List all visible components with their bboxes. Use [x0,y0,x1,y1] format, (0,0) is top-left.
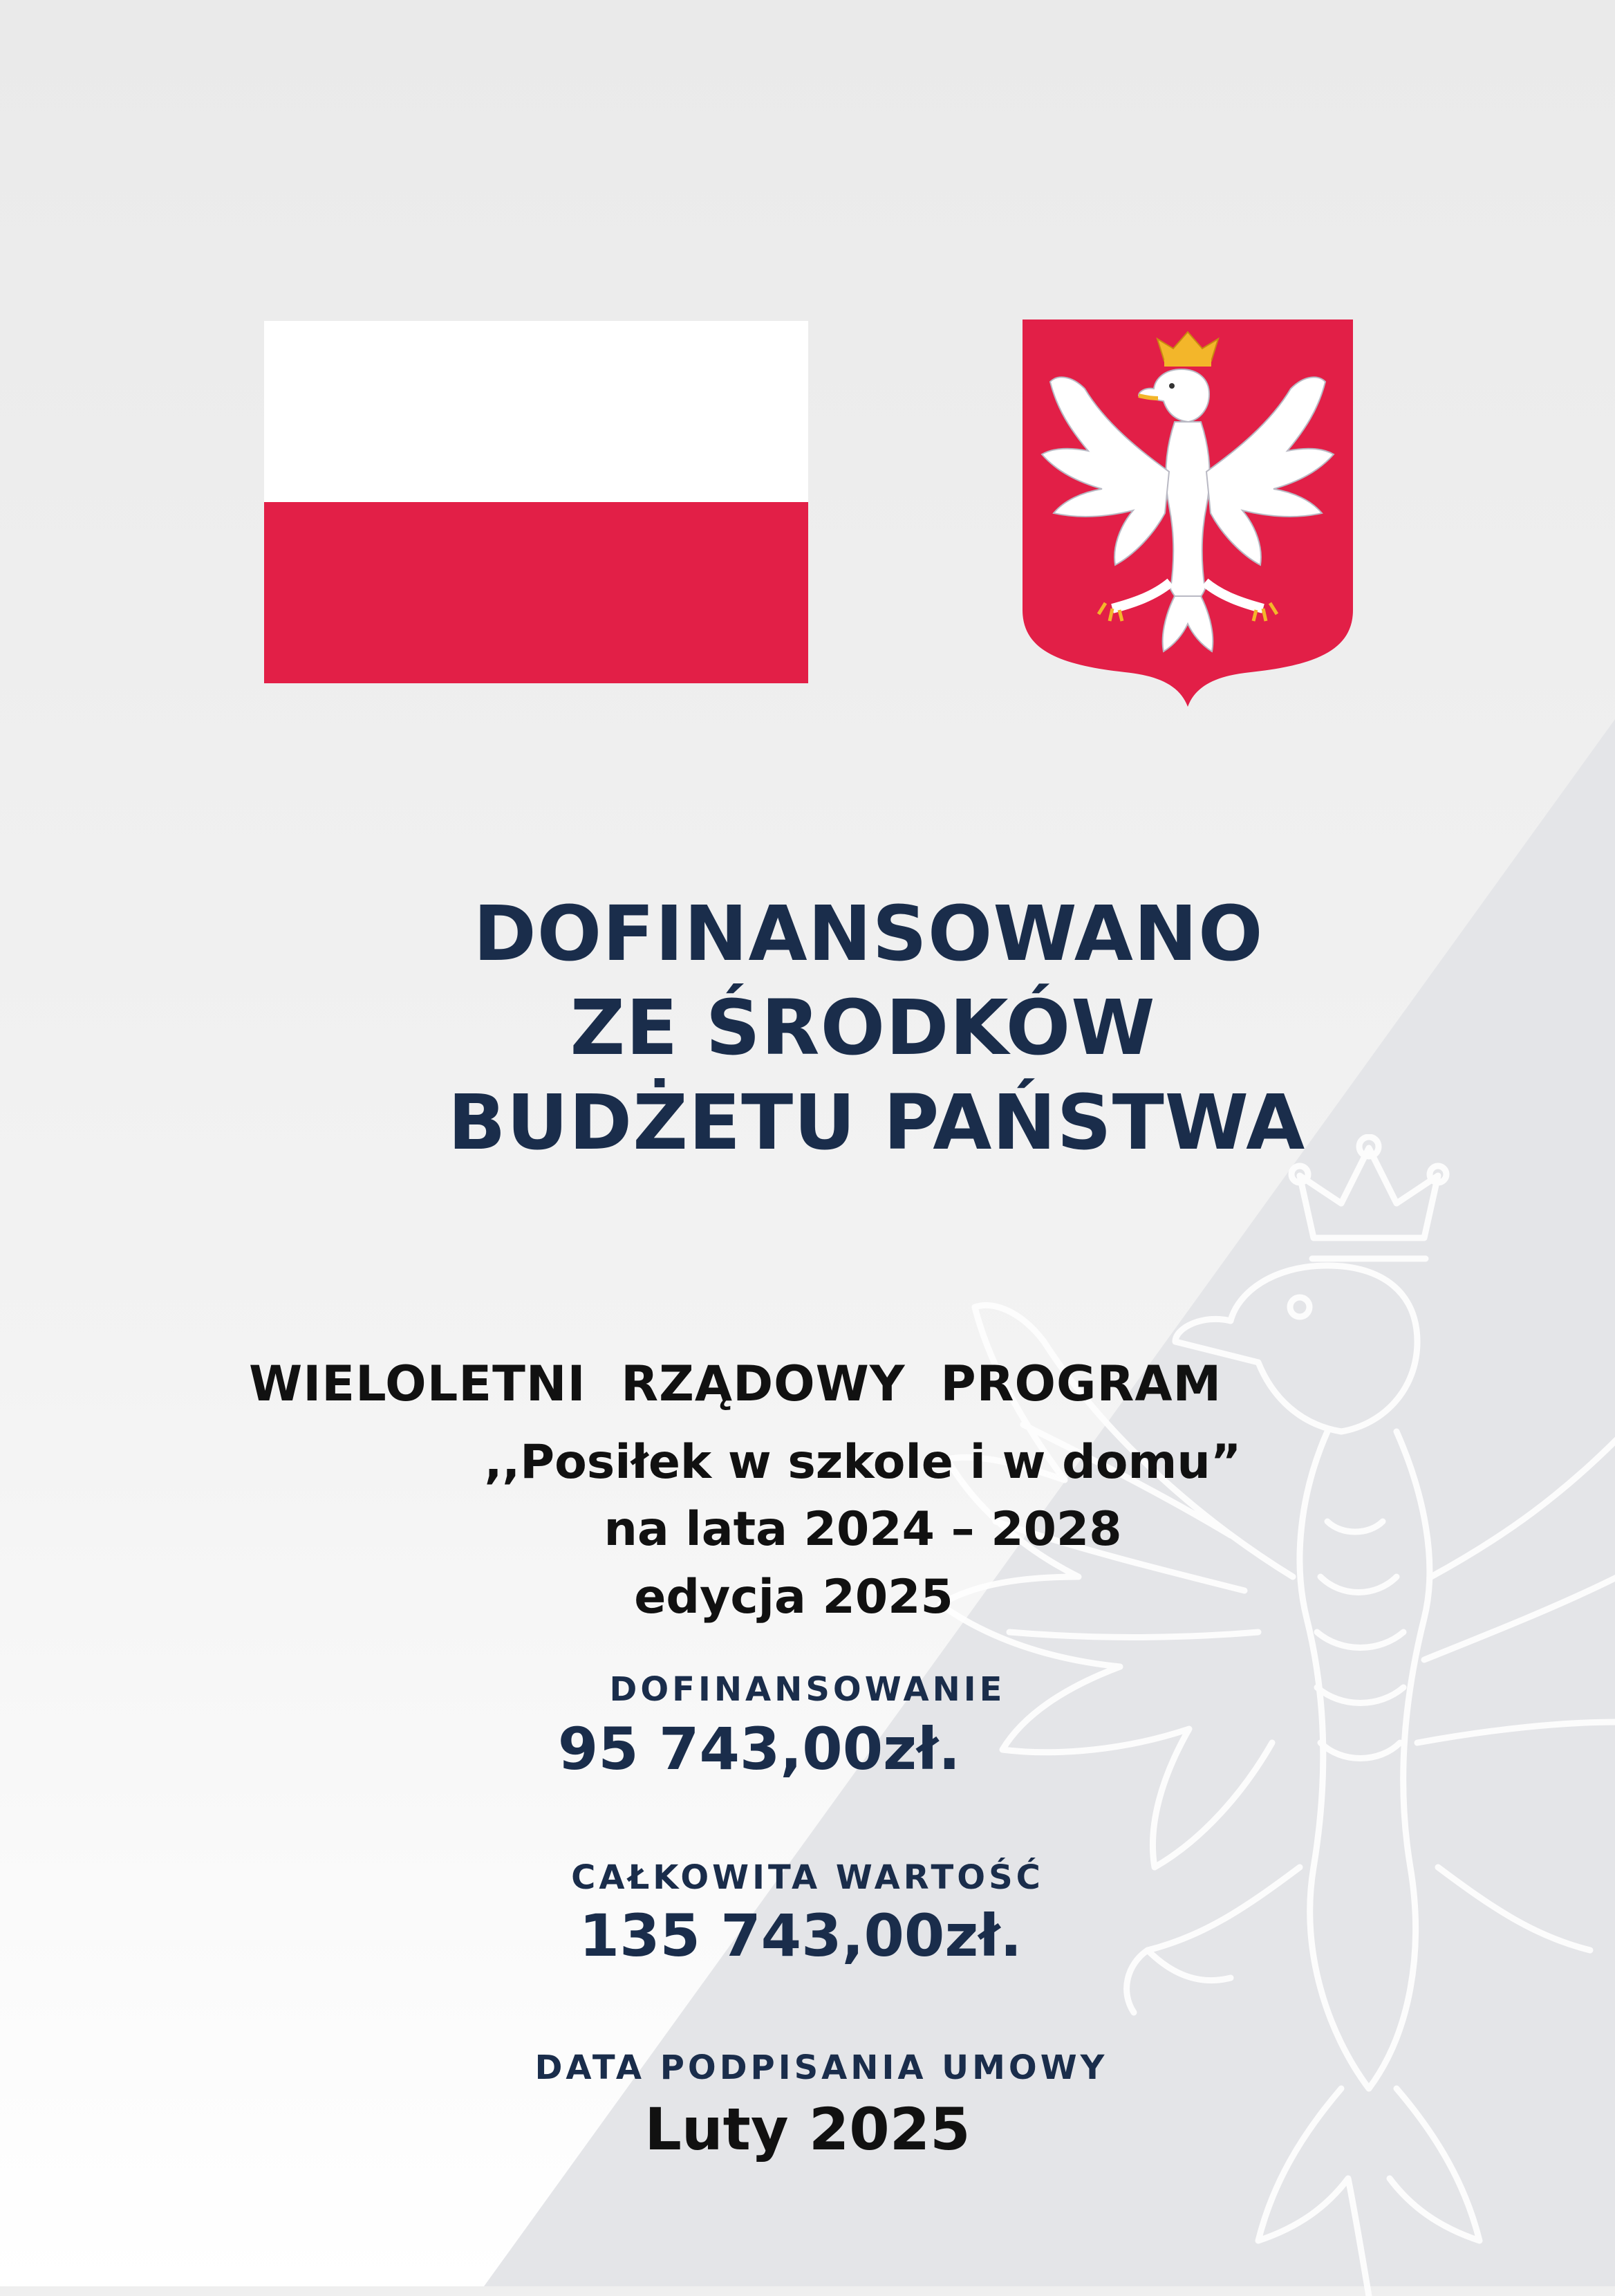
signing-date-label: DATA PODPISANIA UMOWY [534,2048,1108,2087]
funding-amount: 95 743,00zł. [557,1715,961,1783]
program-label: WIELOLETNI RZĄDOWY PROGRAM [249,1355,1222,1412]
program-title: ,,Posiłek w szkole i w domu” [484,1435,1242,1490]
funding-label: DOFINANSOWANIE [609,1670,1006,1709]
program-years: na lata 2024 – 2028 [604,1502,1122,1557]
headline-line-2: ZE ŚRODKÓW [570,983,1156,1072]
flag-red-stripe [264,502,808,683]
flag-white-stripe [264,321,808,502]
headline-line-1: DOFINANSOWANO [473,889,1264,978]
total-value-label: CAŁKOWITA WARTOŚĆ [571,1858,1044,1897]
total-value-amount: 135 743,00zł. [579,1902,1023,1970]
headline-line-3: BUDŻETU PAŃSTWA [447,1078,1306,1167]
signing-date-value: Luty 2025 [644,2095,971,2163]
polish-white-eagle-coat-of-arms-icon [1023,320,1353,707]
polish-flag-icon [264,321,808,683]
program-edition: edycja 2025 [634,1570,953,1624]
